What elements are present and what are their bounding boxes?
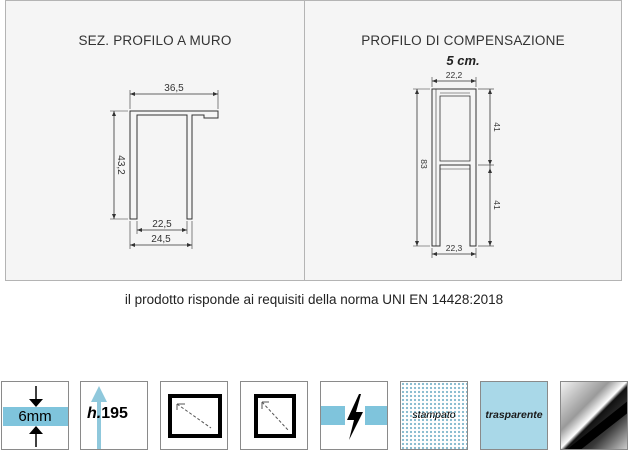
height-prefix: h. (87, 405, 102, 422)
dim-lower-height: 41 (492, 200, 502, 210)
transparent-label: trasparente (485, 409, 543, 421)
dim-height: 43,2 (115, 155, 126, 175)
wall-profile-title: SEZ. PROFILO A MURO (78, 33, 232, 48)
height-value: 195 (101, 405, 128, 422)
square-frame-icon (240, 381, 308, 450)
dim-upper-height: 41 (492, 122, 502, 132)
dim-width-top: 36,5 (164, 83, 184, 94)
wall-profile-shape (130, 111, 218, 219)
transparent-glass-icon (480, 381, 548, 450)
feature-icon-row (0, 381, 628, 450)
dim-width-top-right: 22,2 (445, 70, 463, 80)
compensation-profile-title: PROFILO DI COMPENSAZIONE (361, 33, 565, 48)
compensation-profile-drawing (305, 1, 623, 282)
compensation-profile-subtitle: 5 cm. (446, 53, 480, 68)
printed-label: stampato (412, 409, 456, 421)
wall-profile-drawing (6, 1, 306, 282)
glass-thickness-icon (1, 381, 69, 450)
printed-glass-icon (400, 381, 468, 450)
thickness-label: 6mm (18, 408, 52, 425)
norm-statement: il prodotto risponde ai requisiti della norma UNI EN 14428:2018 (124, 292, 504, 307)
dim-total-height: 83 (419, 159, 429, 169)
compensation-profile-panel (304, 0, 622, 281)
framed-glass-icon (160, 381, 228, 450)
dim-width-bottom-right: 22,3 (445, 243, 463, 253)
chrome-finish-icon (560, 381, 628, 450)
height-icon (80, 381, 148, 450)
dim-inner-width: 22,5 (152, 219, 172, 230)
tempered-glass-icon (320, 381, 388, 450)
wall-profile-panel (5, 0, 305, 281)
dim-outer-width: 24,5 (151, 234, 171, 245)
